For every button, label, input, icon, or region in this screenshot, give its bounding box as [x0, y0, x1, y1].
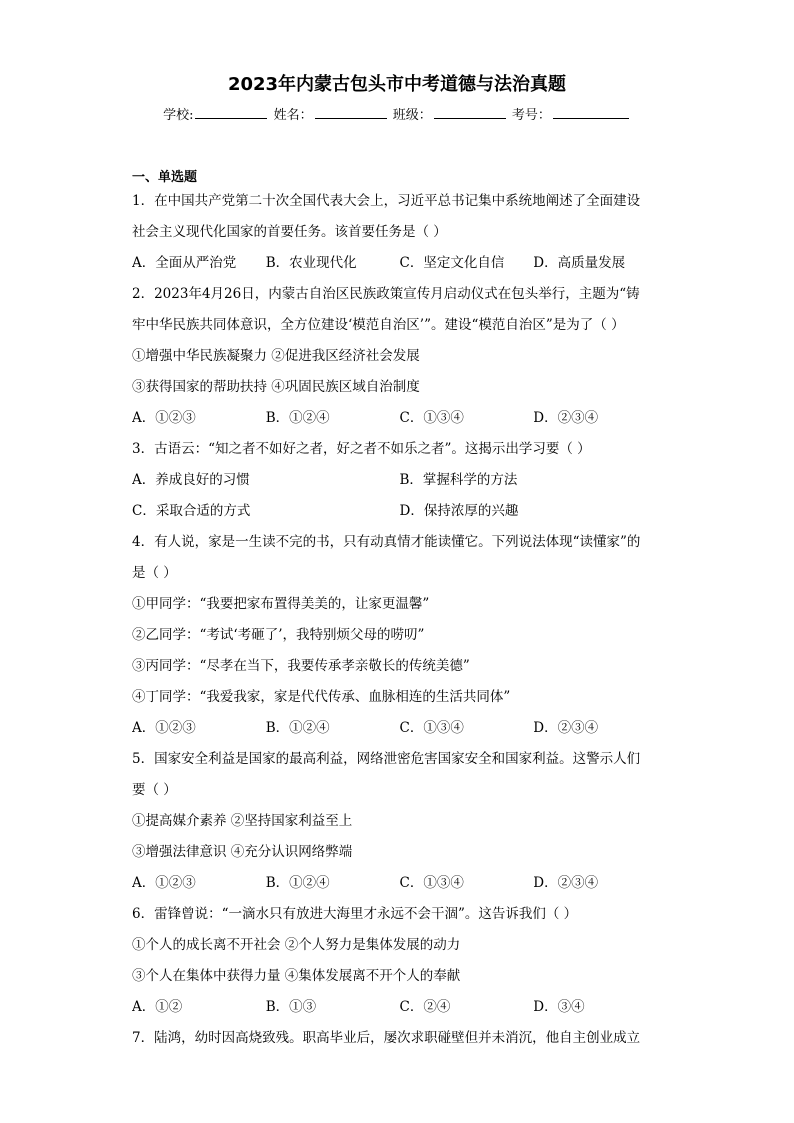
option-b: B．农业现代化 [265, 255, 357, 271]
statement-row: ②乙同学：“考试‘考砸了’，我特别烦父母的唠叨” [132, 627, 425, 643]
question [132, 190, 667, 283]
option-row [132, 469, 667, 500]
option-d: D．高质量发展 [533, 255, 626, 271]
page-title: 2023年内蒙古包头市中考道德与法治真题 [227, 74, 567, 95]
question-text: 6．雷锋曾说：“一滴水只有放进大海里才永远不会干涸”。这告诉我们（ ） [132, 906, 578, 922]
question-text: 要（ ） [132, 782, 177, 798]
statement-row: ③增强法律意识 ④充分认识网络弊端 [132, 844, 353, 860]
option-d: D．③④ [533, 999, 585, 1015]
option-d: D．②③④ [533, 410, 599, 426]
question-text: 1．在中国共产党第二十次全国代表大会上，习近平总书记集中系统地阐述了全面建设 [132, 193, 641, 209]
option-a: A．①②③ [132, 410, 196, 426]
statement-row: ③获得国家的帮助扶持 ④巩固民族区域自治制度 [132, 379, 420, 395]
question [132, 1027, 667, 1058]
question-text: 7．陆鸿，幼时因高烧致残。职高毕业后，屡次求职碰壁但并未消沉，他自主创业成立 [132, 1030, 641, 1046]
class-blank[interactable] [434, 106, 506, 119]
option-c: C．①③④ [399, 875, 464, 891]
name-blank[interactable] [315, 106, 387, 119]
section-heading: 一、单选题 [132, 170, 198, 185]
question-text: 牢中华民族共同体意识，全方位建设‘模范自治区’”。建设“模范自治区”是为了（ ） [132, 317, 625, 333]
statement-row: ④丁同学：“我爱我家，家是代代传承、血脉相连的生活共同体” [132, 689, 511, 705]
option-a: A．①② [132, 999, 183, 1015]
school-blank[interactable] [195, 106, 267, 119]
question [132, 438, 667, 531]
option-c: C．①③④ [399, 410, 464, 426]
option-d: D．②③④ [533, 720, 599, 736]
option-c: C．②④ [399, 999, 451, 1015]
exam-no-label: 考号： [511, 108, 551, 123]
option-b: B．①③ [265, 999, 317, 1015]
option-row [132, 252, 667, 283]
option-row [132, 996, 667, 1027]
question [132, 283, 667, 438]
option-c: C．坚定文化自信 [399, 255, 505, 271]
option-b: B．①②④ [265, 875, 330, 891]
option-a: A．①②③ [132, 875, 196, 891]
option-d: D．保持浓厚的兴趣 [399, 503, 519, 519]
option-b: B．掌握科学的方法 [399, 472, 518, 488]
option-b: B．①②④ [265, 720, 330, 736]
option-row [132, 717, 667, 748]
question-text: 是（ ） [132, 565, 177, 581]
question-text: 5．国家安全利益是国家的最高利益，网络泄密危害国家安全和国家利益。这警示人们 [132, 751, 641, 767]
option-row [132, 407, 667, 438]
statement-row: ③丙同学：“尽孝在当下，我要传承孝亲敬长的传统美德” [132, 658, 470, 674]
statement-row: ①增强中华民族凝聚力 ②促进我区经济社会发展 [132, 348, 420, 364]
class-label: 班级： [392, 108, 432, 123]
question [132, 903, 667, 1027]
option-c: C．采取合适的方式 [132, 503, 251, 519]
statement-row: ①个人的成长离不开社会 ②个人努力是集体发展的动力 [132, 937, 461, 953]
option-row [132, 500, 667, 531]
option-d: D．②③④ [533, 875, 599, 891]
question [132, 748, 667, 903]
question-list [132, 190, 667, 1058]
school-label: 学校: [163, 108, 194, 123]
question-text: 3．古语云：“知之者不如好之者，好之者不如乐之者”。这揭示出学习要（ ） [132, 441, 591, 457]
option-row [132, 872, 667, 903]
option-b: B．①②④ [265, 410, 330, 426]
statement-row: ③个人在集体中获得力量 ④集体发展离不开个人的奉献 [132, 968, 461, 984]
question-text: 2．2023年4月26日，内蒙古自治区民族政策宣传月启动仪式在包头举行，主题为“铸 [132, 286, 640, 302]
name-label: 姓名： [273, 108, 313, 123]
student-info-line [0, 104, 794, 123]
question [132, 531, 667, 748]
exam-no-blank[interactable] [553, 106, 629, 119]
statement-row: ①提高媒介素养 ②坚持国家利益至上 [132, 813, 353, 829]
option-c: C．①③④ [399, 720, 464, 736]
statement-row: ①甲同学：“我要把家布置得美美的，让家更温馨” [132, 596, 430, 612]
question-text: 4．有人说，家是一生读不完的书，只有动真情才能读懂它。下列说法体现“读懂家”的 [132, 534, 641, 550]
option-a: A．全面从严治党 [132, 255, 237, 271]
option-a: A．养成良好的习惯 [132, 472, 250, 488]
option-a: A．①②③ [132, 720, 196, 736]
question-text: 社会主义现代化国家的首要任务。该首要任务是（ ） [132, 224, 447, 240]
